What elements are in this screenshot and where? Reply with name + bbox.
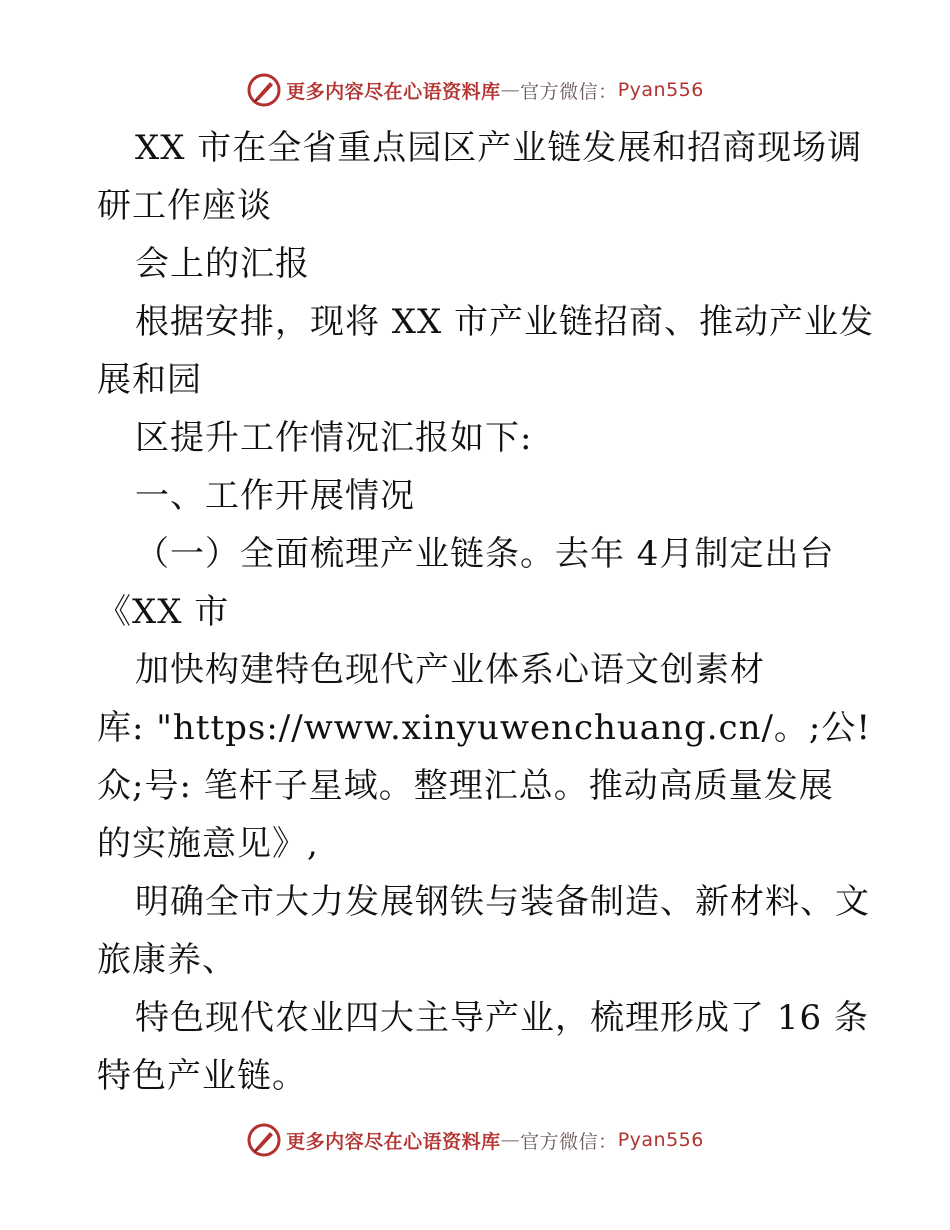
banner-library-text: 更多内容尽在心语资料库 bbox=[286, 1130, 501, 1153]
doc-line-7: 一、工作开展情况 bbox=[135, 476, 415, 516]
pen-circle-logo-icon bbox=[246, 1122, 282, 1158]
doc-line-16: 特色现代农业四大主导产业，梳理形成了 16 条 bbox=[135, 998, 869, 1038]
banner-account-id: Pyan556 bbox=[617, 1129, 704, 1151]
banner-separator: — bbox=[500, 79, 521, 101]
doc-line-11: 库: "https://www.xinyuwenchuang.cn/。;公! bbox=[97, 708, 872, 748]
doc-line-12: 众;号: 笔杆子星域。整理汇总。推动高质量发展 bbox=[97, 766, 834, 806]
banner-account-id: Pyan556 bbox=[617, 79, 704, 101]
banner-official-text: 官方微信： bbox=[520, 1130, 618, 1153]
doc-line-10: 加快构建特色现代产业体系心语文创素材 bbox=[135, 650, 765, 690]
doc-line-1: XX 市在全省重点园区产业链发展和招商现场调 bbox=[135, 128, 863, 168]
doc-line-13: 的实施意见》, bbox=[97, 824, 319, 864]
doc-line-3: 会上的汇报 bbox=[135, 244, 310, 284]
doc-line-2: 研工作座谈 bbox=[97, 186, 272, 226]
doc-line-6: 区提升工作情况汇报如下: bbox=[135, 418, 533, 458]
doc-line-5: 展和园 bbox=[97, 360, 202, 400]
doc-line-4: 根据安排，现将 XX 市产业链招商、推动产业发 bbox=[135, 302, 875, 342]
doc-line-15: 旅康养、 bbox=[97, 940, 237, 980]
banner-official-text: 官方微信： bbox=[520, 80, 618, 103]
banner-text bbox=[286, 1127, 704, 1154]
banner-separator: — bbox=[500, 1129, 521, 1151]
footer-banner bbox=[0, 1120, 950, 1160]
doc-line-14: 明确全市大力发展钢铁与装备制造、新材料、文 bbox=[135, 882, 870, 922]
doc-line-17: 特色产业链。 bbox=[97, 1056, 307, 1096]
doc-line-9: 《XX 市 bbox=[97, 592, 230, 632]
banner-library-text: 更多内容尽在心语资料库 bbox=[286, 80, 501, 103]
doc-line-8: （一）全面梳理产业链条。去年 4月制定出台 bbox=[135, 534, 835, 574]
